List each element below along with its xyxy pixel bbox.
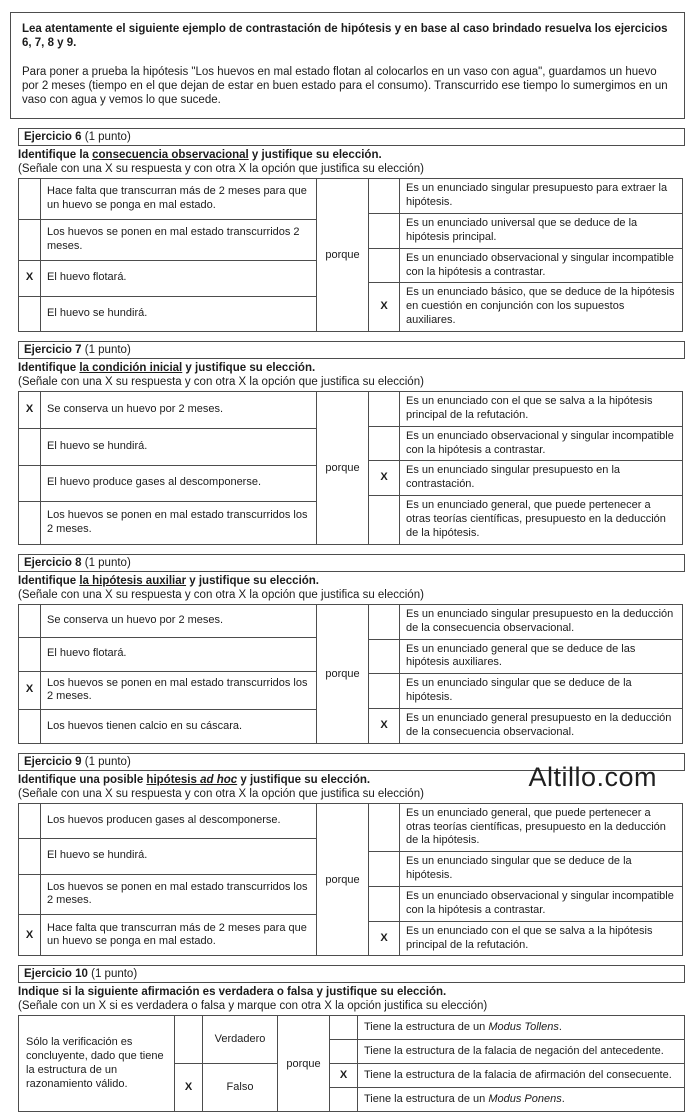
- exercise-8: [18, 554, 685, 744]
- ex6-left-checkbox: X: [19, 261, 41, 296]
- exercise-title: Ejercicio 10: [24, 968, 88, 981]
- ex8-right-checkbox: [369, 674, 400, 709]
- table-row: [19, 428, 317, 465]
- ex8-left-option: El huevo flotará.: [41, 638, 317, 671]
- ej10-justification-option: Tiene la estructura de la falacia de afirmación del consecuente.: [358, 1064, 685, 1088]
- exercise-header: [18, 554, 685, 572]
- ej10-verdadero-checkbox: [175, 1016, 203, 1064]
- porque-connector: porque: [277, 1015, 330, 1112]
- ex7-right-option: Es un enunciado con el que se salva a la hipótesis principal de la refutación.: [400, 392, 683, 427]
- ex8-right-checkbox: [369, 639, 400, 674]
- ej10-statement: Sólo la verificación es concluyente, dado que tiene la estructura de un razonamiento válido.: [18, 1015, 175, 1112]
- exercise-note: (Señale con una X su respuesta y con otra X la opción que justifica su elección): [18, 376, 424, 389]
- answer-options-table: [18, 178, 317, 332]
- prompt-underlined-text: consecuencia observacional: [92, 149, 249, 162]
- true-false-table: [174, 1015, 278, 1112]
- ex9-left-option: Los huevos producen gases al descomponerse.: [41, 803, 317, 838]
- ex8-left-checkbox: [19, 604, 41, 637]
- table-row: [19, 671, 317, 710]
- ex8-right-option: Es un enunciado general que se deduce de las hipótesis auxiliares.: [400, 639, 683, 674]
- ex7-left-checkbox: X: [19, 392, 41, 429]
- ex8-right-checkbox: X: [369, 708, 400, 743]
- ex8-left-checkbox: X: [19, 671, 41, 710]
- exercise-prompt: [18, 361, 685, 375]
- table-row: [19, 502, 317, 545]
- prompt-text: Identifique: [18, 574, 80, 587]
- table-row: [19, 261, 317, 296]
- exercise-title: Ejercicio 9: [24, 755, 82, 768]
- prompt-underlined: [146, 774, 237, 786]
- ex9-right-checkbox: [369, 852, 400, 887]
- justification-options-table: [329, 1015, 685, 1112]
- table-row: [19, 296, 317, 331]
- ex6-left-option: El huevo flotará.: [41, 261, 317, 296]
- exercise-table: [18, 803, 685, 957]
- ej10-falso-label: Falso: [203, 1064, 278, 1112]
- ex6-right-option: Es un enunciado singular presupuesto para extraer la hipótesis.: [400, 179, 683, 214]
- exercise-prompt: [18, 574, 685, 588]
- table-row: [175, 1016, 278, 1064]
- exercise-title: Ejercicio 8: [24, 556, 82, 569]
- prompt-text: Identifique la: [18, 149, 93, 162]
- ej10-verdadero-label: Verdadero: [203, 1016, 278, 1064]
- exercise-note: (Señale con una X su respuesta y con otra X la opción que justifica su elección): [18, 163, 424, 176]
- table-row: [369, 248, 683, 283]
- ex9-left-option: Hace falta que transcurran más de 2 meses para que un huevo se ponga en mal estado.: [41, 915, 317, 956]
- ex8-left-option: Se conserva un huevo por 2 meses.: [41, 604, 317, 637]
- ex8-left-option: Los huevos tienen calcio en su cáscara.: [41, 710, 317, 743]
- exercise-table: [18, 604, 685, 744]
- exercise-10: [18, 965, 685, 1112]
- porque-connector: porque: [316, 178, 369, 332]
- ex6-right-checkbox: [369, 248, 400, 283]
- ex7-right-option: Es un enunciado singular presupuesto en la contrastación.: [400, 461, 683, 496]
- exercise-note: (Señale con una X su respuesta y con otra X la opción que justifica su elección): [18, 787, 424, 800]
- exercise-table: [18, 178, 685, 332]
- ex8-left-checkbox: [19, 638, 41, 671]
- porque-connector: porque: [316, 604, 369, 744]
- justification-options-table: [368, 604, 683, 744]
- exercises-container: [18, 128, 685, 956]
- prompt-underlined-italic: ad hoc: [200, 773, 238, 786]
- ex7-left-option: El huevo produce gases al descomponerse.: [41, 465, 317, 502]
- ej10-justification-option: Tiene la estructura de un Modus Ponens.: [358, 1088, 685, 1112]
- exercise-prompt: Indique si la siguiente afirmación es verdadera o falsa y justifique su elección.: [18, 986, 447, 999]
- ex8-right-checkbox: [369, 604, 400, 639]
- ex9-left-checkbox: [19, 874, 41, 915]
- ex7-right-checkbox: [369, 426, 400, 461]
- table-row: [19, 392, 317, 429]
- exercise-title: Ejercicio 6: [24, 131, 82, 144]
- prompt-underlined-text: la condición inicial: [79, 362, 183, 375]
- ex7-left-checkbox: [19, 465, 41, 502]
- ex7-right-checkbox: [369, 392, 400, 427]
- ex9-left-checkbox: X: [19, 915, 41, 956]
- table-row: [369, 887, 683, 922]
- prompt-underlined: [79, 575, 186, 587]
- ex7-left-option: Los huevos se ponen en mal estado transcurridos los 2 meses.: [41, 502, 317, 545]
- justification-options-table: [368, 391, 683, 545]
- table-row: [369, 461, 683, 496]
- table-row: [369, 392, 683, 427]
- altillo-watermark: Altillo.com: [528, 761, 657, 792]
- table-row: [19, 604, 317, 637]
- exercise-header: [18, 965, 685, 983]
- table-row: [19, 839, 317, 874]
- prompt-text: Identifique: [18, 362, 80, 375]
- table-row: [330, 1064, 685, 1088]
- ej10-justification-checkbox: [330, 1040, 358, 1064]
- ex6-left-option: El huevo se hundirá.: [41, 296, 317, 331]
- table-row: [330, 1088, 685, 1112]
- exercise-points: (1 punto): [87, 968, 138, 981]
- intro-body: Para poner a prueba la hipótesis "Los huevos en mal estado flotan al colocarlos en un vaso con agua", guardamos un huevo por 2 meses (tiempo en el que dejan de estar en buen estado para el consumo). Transcurrido ese tiempo lo sumergimos en un vaso con agua y vemos lo que sucede.: [22, 65, 668, 106]
- table-row: [330, 1016, 685, 1040]
- porque-connector: porque: [316, 391, 369, 545]
- ex8-left-checkbox: [19, 710, 41, 743]
- exercise-table: [18, 391, 685, 545]
- ex7-right-option: Es un enunciado general, que puede pertenecer a otras teorías científicas, presupuesto en la deducción de la hipótesis.: [400, 496, 683, 545]
- exercise-note: (Señale con una X su respuesta y con otra X la opción que justifica su elección): [18, 588, 424, 601]
- prompt-text: Identifique una posible: [18, 773, 147, 786]
- ex8-left-option: Los huevos se ponen en mal estado transcurridos los 2 meses.: [41, 671, 317, 710]
- ex7-left-option: El huevo se hundirá.: [41, 428, 317, 465]
- exercise-points: (1 punto): [81, 755, 131, 768]
- porque-connector: porque: [316, 803, 369, 957]
- prompt-underlined: [92, 149, 249, 161]
- table-row: [369, 283, 683, 332]
- ex6-right-checkbox: [369, 179, 400, 214]
- ex9-left-option: El huevo se hundirá.: [41, 839, 317, 874]
- ex9-right-option: Es un enunciado observacional y singular incompatible con la hipótesis a contrastar.: [400, 887, 683, 922]
- table-row: [369, 496, 683, 545]
- exercise-prompt: [18, 148, 685, 162]
- table-row: [369, 803, 683, 852]
- ex6-left-checkbox: [19, 220, 41, 261]
- ex6-left-option: Hace falta que transcurran más de 2 meses para que un huevo se ponga en mal estado.: [41, 179, 317, 220]
- ex9-right-checkbox: [369, 803, 400, 852]
- table-row: [369, 604, 683, 639]
- table-row: [175, 1064, 278, 1112]
- ex6-left-option: Los huevos se ponen en mal estado transcurridos 2 meses.: [41, 220, 317, 261]
- prompt-underlined-text: la hipótesis auxiliar: [79, 574, 187, 587]
- justification-options-table: [368, 178, 683, 332]
- ex6-right-checkbox: [369, 214, 400, 249]
- ex9-left-checkbox: [19, 839, 41, 874]
- ex9-left-checkbox: [19, 803, 41, 838]
- table-row: [369, 179, 683, 214]
- prompt-underlined: [79, 362, 182, 374]
- ex7-right-option: Es un enunciado observacional y singular incompatible con la hipótesis a contrastar.: [400, 426, 683, 461]
- ex6-left-checkbox: [19, 179, 41, 220]
- exercise-9: [18, 753, 685, 957]
- exercise-header: [18, 128, 685, 146]
- ej10-justification-checkbox: [330, 1016, 358, 1040]
- ex9-right-checkbox: X: [369, 921, 400, 956]
- table-row: [330, 1040, 685, 1064]
- ex6-right-option: Es un enunciado universal que se deduce de la hipótesis principal.: [400, 214, 683, 249]
- prompt-underlined-text: hipótesis: [146, 773, 201, 786]
- exercise-6: [18, 128, 685, 332]
- ex9-right-checkbox: [369, 887, 400, 922]
- prompt-text-end: y justifique su elección.: [237, 773, 371, 786]
- exercise-header: [18, 341, 685, 359]
- ej10-justification-checkbox: X: [330, 1064, 358, 1088]
- table-row: [19, 915, 317, 956]
- table-row: [19, 874, 317, 915]
- ex7-right-checkbox: [369, 496, 400, 545]
- table-row: [369, 674, 683, 709]
- ej10-justification-option: Tiene la estructura de un Modus Tollens.: [358, 1016, 685, 1040]
- ex7-left-checkbox: [19, 502, 41, 545]
- answer-options-table: [18, 803, 317, 957]
- intro-heading: Lea atentamente el siguiente ejemplo de contrastación de hipótesis y en base al caso brindado resuelva los ejercicios 6, 7, 8 y 9.: [22, 23, 668, 50]
- ej10-justification-option: Tiene la estructura de la falacia de negación del antecedente.: [358, 1040, 685, 1064]
- exercise-title: Ejercicio 7: [24, 344, 82, 357]
- prompt-text-end: y justifique su elección.: [182, 362, 316, 375]
- ex6-right-option: Es un enunciado básico, que se deduce de la hipótesis en cuestión en conjunción con los supuestos auxiliares.: [400, 283, 683, 332]
- ex7-left-option: Se conserva un huevo por 2 meses.: [41, 392, 317, 429]
- table-row: [19, 803, 317, 838]
- ex8-right-option: Es un enunciado general presupuesto en la deducción de la consecuencia observacional.: [400, 708, 683, 743]
- table-row: [19, 179, 317, 220]
- exercise-table: [18, 1015, 685, 1112]
- ex7-left-checkbox: [19, 428, 41, 465]
- ex8-right-option: Es un enunciado singular que se deduce de la hipótesis.: [400, 674, 683, 709]
- exercise-7: [18, 341, 685, 545]
- ex6-right-checkbox: X: [369, 283, 400, 332]
- table-row: [369, 921, 683, 956]
- justification-options-table: [368, 803, 683, 957]
- table-row: [19, 465, 317, 502]
- exercise-points: (1 punto): [81, 344, 131, 357]
- table-row: [19, 710, 317, 743]
- prompt-text-end: y justifique su elección.: [248, 149, 382, 162]
- exercise-points: (1 punto): [81, 131, 131, 144]
- ex6-right-option: Es un enunciado observacional y singular incompatible con la hipótesis a contrastar.: [400, 248, 683, 283]
- ej10-justification-checkbox: [330, 1088, 358, 1112]
- exercise-points: (1 punto): [81, 556, 131, 569]
- ex8-right-option: Es un enunciado singular presupuesto en la deducción de la consecuencia observacional.: [400, 604, 683, 639]
- table-row: [369, 852, 683, 887]
- ex9-right-option: Es un enunciado con el que se salva a la hipótesis principal de la refutación.: [400, 921, 683, 956]
- table-row: [19, 638, 317, 671]
- ej10-falso-checkbox: X: [175, 1064, 203, 1112]
- table-row: [369, 426, 683, 461]
- table-row: [19, 220, 317, 261]
- answer-options-table: [18, 391, 317, 545]
- intro-box: [10, 12, 685, 119]
- exercise-note: (Señale con un X si es verdadera o falsa y marque con otra X la opción justifica su elección): [18, 1000, 488, 1013]
- table-row: [369, 639, 683, 674]
- ex9-right-option: Es un enunciado general, que puede pertenecer a otras teorías científicas, presupuesto en la deducción de la hipótesis.: [400, 803, 683, 852]
- table-row: [369, 708, 683, 743]
- ex6-left-checkbox: [19, 296, 41, 331]
- ex7-right-checkbox: X: [369, 461, 400, 496]
- ex9-right-option: Es un enunciado singular que se deduce de la hipótesis.: [400, 852, 683, 887]
- table-row: [369, 214, 683, 249]
- answer-options-table: [18, 604, 317, 744]
- ex9-left-option: Los huevos se ponen en mal estado transcurridos los 2 meses.: [41, 874, 317, 915]
- prompt-text-end: y justifique su elección.: [186, 574, 320, 587]
